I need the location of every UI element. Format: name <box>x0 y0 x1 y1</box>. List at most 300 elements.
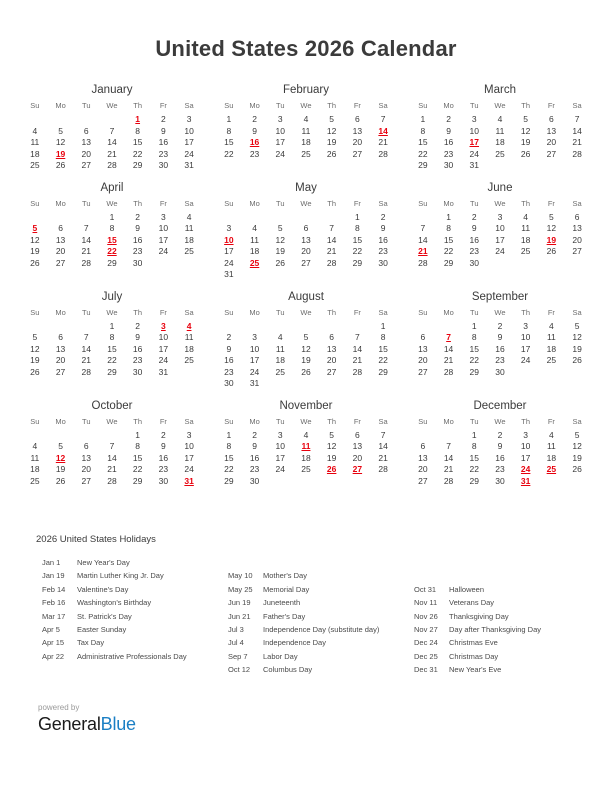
week-row <box>410 430 590 442</box>
day-cell: 28 <box>572 148 582 159</box>
day-cell: 26 <box>55 475 66 486</box>
holiday-name: Halloween <box>449 584 485 594</box>
day-cell-holiday: 31 <box>184 475 194 486</box>
day-cell-empty <box>370 269 396 281</box>
day-cell: 24 <box>275 464 285 474</box>
weekday-we: We <box>106 307 118 317</box>
day-cell: 28 <box>418 257 428 268</box>
weekday-th: Th <box>521 416 531 426</box>
month-name: June <box>487 181 513 194</box>
week-row <box>22 441 202 453</box>
day-cell: 24 <box>469 148 479 159</box>
day-cell: 27 <box>326 366 337 377</box>
weekday-we: We <box>300 198 312 208</box>
day-cell: 11 <box>184 332 194 342</box>
weekday-fr: Fr <box>547 416 555 426</box>
week-row <box>216 269 396 281</box>
week-row <box>216 137 396 149</box>
day-cell: 22 <box>132 464 143 474</box>
holiday-name: Father's Day <box>263 611 306 621</box>
day-cell: 6 <box>83 125 89 136</box>
day-cell: 7 <box>109 441 115 451</box>
month-grid <box>216 307 396 390</box>
day-cell: 19 <box>30 355 40 365</box>
week-row <box>410 137 590 149</box>
day-cell: 9 <box>380 223 386 233</box>
day-cell: 15 <box>352 234 363 245</box>
day-cell-empty <box>99 430 125 442</box>
holiday-name: Columbus Day <box>263 665 313 675</box>
weekday-tu: Tu <box>82 307 91 317</box>
month-block-july <box>22 290 202 390</box>
holiday-name: New Year's Eve <box>449 665 502 675</box>
weekday-sa: Sa <box>184 101 194 110</box>
page-title: United States 2026 Calendar <box>155 36 457 61</box>
day-cell: 28 <box>352 366 363 377</box>
day-cell-empty <box>48 430 74 442</box>
day-cell: 21 <box>572 137 582 147</box>
day-cell-holiday: 24 <box>520 464 531 474</box>
day-cell: 2 <box>161 429 166 440</box>
day-cell: 23 <box>495 464 505 474</box>
day-cell: 13 <box>572 223 582 233</box>
day-cell: 22 <box>352 246 363 256</box>
day-cell: 19 <box>326 137 337 147</box>
weekday-fr: Fr <box>353 101 361 110</box>
day-cell-holiday: 16 <box>249 137 260 147</box>
day-cell: 28 <box>81 366 91 377</box>
day-cell: 7 <box>109 125 115 136</box>
day-cell: 26 <box>326 148 337 159</box>
day-cell: 30 <box>249 475 260 486</box>
day-cell: 14 <box>352 343 363 354</box>
day-cell: 9 <box>497 441 503 451</box>
weekday-mo: Mo <box>249 416 260 426</box>
day-cell: 11 <box>250 234 259 245</box>
day-cell: 20 <box>352 137 363 147</box>
day-cell: 10 <box>520 441 531 451</box>
day-cell: 15 <box>418 137 428 147</box>
day-cell-holiday: 22 <box>107 246 117 256</box>
day-cell-empty <box>293 321 319 333</box>
day-cell: 20 <box>81 464 91 474</box>
day-cell-holiday: 26 <box>326 464 337 474</box>
day-cell-empty <box>267 212 293 224</box>
day-cell-empty <box>293 378 319 390</box>
day-cell-empty <box>564 367 590 379</box>
day-cell: 12 <box>520 125 531 136</box>
weekday-fr: Fr <box>159 307 167 317</box>
day-cell: 25 <box>546 355 557 365</box>
day-cell: 16 <box>443 137 454 147</box>
day-cell: 24 <box>184 464 194 474</box>
day-cell: 17 <box>520 343 531 354</box>
holiday-list-item <box>408 650 594 663</box>
week-row <box>216 235 396 247</box>
holiday-date: May 25 <box>228 584 253 594</box>
day-cell: 3 <box>186 429 192 440</box>
day-cell: 8 <box>420 125 426 136</box>
holiday-name: Easter Sunday <box>77 624 127 634</box>
day-cell: 17 <box>158 343 169 354</box>
day-cell: 23 <box>469 246 479 256</box>
day-cell: 29 <box>378 366 388 377</box>
day-cell: 4 <box>32 441 38 451</box>
day-cell: 18 <box>495 137 505 147</box>
day-cell: 9 <box>497 332 503 342</box>
month-name: April <box>100 181 124 194</box>
day-cell: 27 <box>81 475 91 486</box>
day-cell-holiday: 12 <box>55 452 66 463</box>
day-cell: 8 <box>446 223 451 233</box>
day-cell: 14 <box>572 125 582 136</box>
weekday-th: Th <box>521 101 531 110</box>
day-cell: 21 <box>107 464 117 474</box>
day-cell: 20 <box>301 246 311 256</box>
day-cell: 4 <box>303 429 309 440</box>
day-cell: 8 <box>109 332 115 342</box>
day-cell: 25 <box>184 355 194 365</box>
day-cell-empty <box>513 367 539 379</box>
holiday-name: Labor Day <box>263 651 298 661</box>
day-cell: 2 <box>497 429 503 440</box>
day-cell: 23 <box>443 148 454 159</box>
month-block-august <box>216 290 396 390</box>
day-cell: 14 <box>81 343 91 354</box>
holiday-list-item <box>222 596 408 609</box>
weekday-we: We <box>106 101 118 110</box>
day-cell: 2 <box>380 211 386 222</box>
day-cell: 24 <box>520 355 531 365</box>
holiday-date: Jun 21 <box>228 611 251 621</box>
weekday-we: We <box>106 198 118 208</box>
weekday-fr: Fr <box>547 198 555 208</box>
day-cell: 11 <box>521 223 531 233</box>
holiday-date: Nov 11 <box>414 598 438 608</box>
week-row <box>22 160 202 172</box>
day-cell-empty <box>487 160 513 172</box>
day-cell: 18 <box>184 343 194 354</box>
month-name: December <box>473 399 527 412</box>
day-cell: 23 <box>158 464 169 474</box>
months-container <box>0 83 612 487</box>
week-row <box>216 212 396 224</box>
day-cell: 13 <box>418 343 428 354</box>
week-row <box>22 137 202 149</box>
day-cell-empty <box>564 258 590 270</box>
day-cell: 30 <box>224 378 234 388</box>
weekday-tu: Tu <box>470 198 479 208</box>
brand-general: General <box>38 714 101 734</box>
day-cell: 29 <box>469 366 479 377</box>
holiday-name: Juneteenth <box>263 598 301 608</box>
week-row <box>22 476 202 488</box>
week-row <box>410 476 590 488</box>
holiday-list-item <box>36 623 222 636</box>
day-cell: 9 <box>252 125 257 136</box>
day-cell: 31 <box>158 366 169 377</box>
weekday-th: Th <box>133 101 143 110</box>
day-cell: 4 <box>252 223 257 233</box>
day-cell: 21 <box>326 246 337 256</box>
day-cell: 12 <box>275 234 285 245</box>
day-cell: 3 <box>523 320 529 331</box>
day-cell: 13 <box>418 452 428 463</box>
month-block-march <box>410 83 590 172</box>
day-cell: 30 <box>495 366 505 377</box>
day-cell-holiday: 7 <box>446 332 451 342</box>
month-block-december <box>410 399 590 488</box>
day-cell: 24 <box>158 246 169 256</box>
day-cell-holiday: 21 <box>418 246 428 256</box>
day-cell: 4 <box>186 211 192 222</box>
weekday-sa: Sa <box>378 101 388 110</box>
holiday-list-item <box>222 663 408 676</box>
weekday-mo: Mo <box>55 101 66 110</box>
day-cell: 28 <box>443 366 454 377</box>
day-cell: 15 <box>132 452 143 463</box>
day-cell: 1 <box>380 320 386 331</box>
day-cell: 5 <box>574 320 580 331</box>
day-cell: 3 <box>523 429 529 440</box>
day-cell: 14 <box>107 452 117 463</box>
day-cell: 13 <box>301 234 311 245</box>
brand-blue: Blue <box>100 714 136 734</box>
day-cell: 28 <box>378 464 388 474</box>
day-cell: 27 <box>55 257 66 268</box>
day-cell: 15 <box>224 137 234 147</box>
day-cell: 26 <box>30 257 40 268</box>
day-cell: 21 <box>378 137 388 147</box>
holiday-date: Feb 14 <box>42 584 66 594</box>
day-cell: 25 <box>184 246 194 256</box>
week-row <box>216 332 396 344</box>
day-cell: 10 <box>275 441 285 451</box>
day-cell: 14 <box>443 452 454 463</box>
day-cell: 11 <box>184 223 194 233</box>
day-cell: 4 <box>549 320 554 331</box>
holiday-name: Valentine's Day <box>77 584 129 594</box>
weekday-sa: Sa <box>378 416 388 426</box>
holiday-name: Administrative Professionals Day <box>77 651 187 661</box>
week-row <box>410 441 590 453</box>
holiday-list-item <box>408 623 594 636</box>
day-cell: 8 <box>380 332 386 342</box>
day-cell: 12 <box>572 332 582 342</box>
footer-logo[interactable] <box>38 702 136 735</box>
day-cell: 17 <box>495 234 505 245</box>
day-cell: 23 <box>378 246 388 256</box>
weekday-tu: Tu <box>276 307 285 317</box>
weekday-we: We <box>300 101 312 110</box>
day-cell: 27 <box>301 257 311 268</box>
day-cell-empty <box>99 114 125 126</box>
powered-by-label: powered by <box>38 703 80 712</box>
day-cell: 26 <box>30 366 40 377</box>
day-cell: 27 <box>352 148 363 159</box>
day-cell: 12 <box>30 343 40 354</box>
day-cell: 28 <box>326 257 337 268</box>
day-cell-empty <box>564 160 590 172</box>
day-cell: 11 <box>275 343 285 354</box>
month-name: March <box>484 84 516 96</box>
day-cell-empty <box>267 476 293 488</box>
week-row <box>216 223 396 235</box>
day-cell: 31 <box>224 269 234 279</box>
day-cell: 6 <box>574 211 580 222</box>
day-cell: 6 <box>83 441 89 451</box>
day-cell-holiday: 17 <box>469 137 479 147</box>
day-cell: 16 <box>378 234 388 245</box>
holiday-list-item <box>222 583 408 596</box>
day-cell: 30 <box>158 475 169 486</box>
day-cell: 16 <box>224 355 234 365</box>
weekday-we: We <box>106 416 118 426</box>
day-cell-empty <box>267 321 293 333</box>
day-cell-empty <box>319 212 345 224</box>
week-row <box>216 441 396 453</box>
week-row <box>22 258 202 270</box>
day-cell: 28 <box>378 148 388 159</box>
week-row <box>216 430 396 442</box>
day-cell: 29 <box>443 257 454 268</box>
day-cell: 3 <box>161 211 166 222</box>
day-cell: 7 <box>380 429 386 440</box>
week-row <box>216 321 396 333</box>
day-cell: 18 <box>546 343 557 354</box>
day-cell: 27 <box>418 366 428 377</box>
holiday-name: Day after Thanksgiving Day <box>449 624 541 634</box>
week-row <box>216 114 396 126</box>
weekday-su: Su <box>418 307 428 317</box>
day-cell: 19 <box>572 452 582 463</box>
day-cell: 8 <box>471 441 477 451</box>
weekday-th: Th <box>133 416 143 426</box>
week-row <box>22 126 202 138</box>
weekday-we: We <box>494 198 506 208</box>
day-cell-empty <box>487 258 513 270</box>
day-cell: 23 <box>224 366 234 377</box>
day-cell: 27 <box>572 246 582 256</box>
day-cell: 21 <box>81 246 91 256</box>
day-cell: 10 <box>184 125 194 136</box>
day-cell: 25 <box>301 464 311 474</box>
day-cell-holiday: 31 <box>520 475 531 486</box>
day-cell: 3 <box>186 114 192 124</box>
weekday-tu: Tu <box>82 101 91 110</box>
holiday-name: Independence Day (substitute day) <box>263 624 380 634</box>
day-cell: 19 <box>572 343 582 354</box>
day-cell: 9 <box>446 125 451 136</box>
week-row <box>410 235 590 247</box>
weekday-su: Su <box>30 198 40 208</box>
holiday-list-item <box>222 569 408 582</box>
day-cell: 5 <box>329 114 335 124</box>
holiday-list-item <box>408 583 594 596</box>
day-cell: 15 <box>224 452 234 463</box>
day-cell: 31 <box>469 160 479 170</box>
day-cell-empty <box>22 321 48 333</box>
weekday-th: Th <box>521 198 531 208</box>
weekday-su: Su <box>418 416 428 426</box>
weekday-th: Th <box>327 416 337 426</box>
weekday-fr: Fr <box>353 307 361 317</box>
holiday-date: Oct 12 <box>228 665 251 675</box>
day-cell: 10 <box>520 332 531 342</box>
holiday-column-1 <box>36 556 222 677</box>
week-row <box>22 355 202 367</box>
day-cell: 22 <box>469 355 479 365</box>
day-cell: 30 <box>443 160 454 170</box>
day-cell: 20 <box>352 452 363 463</box>
weekday-th: Th <box>521 307 531 317</box>
day-cell: 18 <box>301 452 311 463</box>
day-cell: 20 <box>55 246 66 256</box>
holiday-list-item <box>222 650 408 663</box>
day-cell: 13 <box>352 125 363 136</box>
day-cell: 2 <box>446 114 451 124</box>
day-cell: 16 <box>495 452 505 463</box>
holiday-date: Mar 17 <box>42 611 66 621</box>
day-cell: 21 <box>443 464 454 474</box>
day-cell-empty <box>242 212 268 224</box>
day-cell-empty <box>48 114 74 126</box>
weekday-mo: Mo <box>249 198 260 208</box>
day-cell: 21 <box>378 452 388 463</box>
month-grid <box>410 307 590 379</box>
holiday-name: Christmas Day <box>449 651 499 661</box>
holiday-column-2 <box>222 556 408 677</box>
day-cell-holiday: 19 <box>55 148 66 159</box>
day-cell-empty <box>267 269 293 281</box>
day-cell: 18 <box>301 137 311 147</box>
week-row <box>410 332 590 344</box>
day-cell: 4 <box>32 125 38 136</box>
holiday-list-item <box>36 556 222 569</box>
day-cell: 11 <box>301 125 311 136</box>
day-cell: 16 <box>158 137 169 147</box>
day-cell: 19 <box>275 246 285 256</box>
day-cell: 1 <box>471 429 477 440</box>
day-cell: 14 <box>326 234 337 245</box>
day-cell-holiday: 3 <box>161 320 166 331</box>
day-cell-empty <box>539 160 565 172</box>
day-cell-empty <box>267 378 293 390</box>
day-cell: 6 <box>355 429 360 440</box>
day-cell-empty <box>436 321 462 333</box>
month-grid <box>22 416 202 488</box>
weekday-tu: Tu <box>470 307 479 317</box>
holiday-date: Dec 24 <box>414 638 438 648</box>
week-row <box>410 223 590 235</box>
day-cell: 28 <box>81 257 91 268</box>
day-cell-empty <box>22 430 48 442</box>
day-cell: 25 <box>275 366 285 377</box>
day-cell-holiday: 10 <box>224 234 234 245</box>
day-cell: 26 <box>546 246 557 256</box>
day-cell: 5 <box>523 114 529 124</box>
day-cell-empty <box>216 321 242 333</box>
day-cell: 2 <box>135 320 141 331</box>
month-block-january <box>22 83 202 172</box>
day-cell: 6 <box>420 441 426 451</box>
day-cell: 3 <box>277 114 283 124</box>
day-cell: 18 <box>546 452 557 463</box>
holiday-date: Jul 3 <box>228 624 244 634</box>
holiday-list-item <box>408 610 594 623</box>
day-cell: 17 <box>184 452 194 463</box>
holiday-list-item <box>408 636 594 649</box>
